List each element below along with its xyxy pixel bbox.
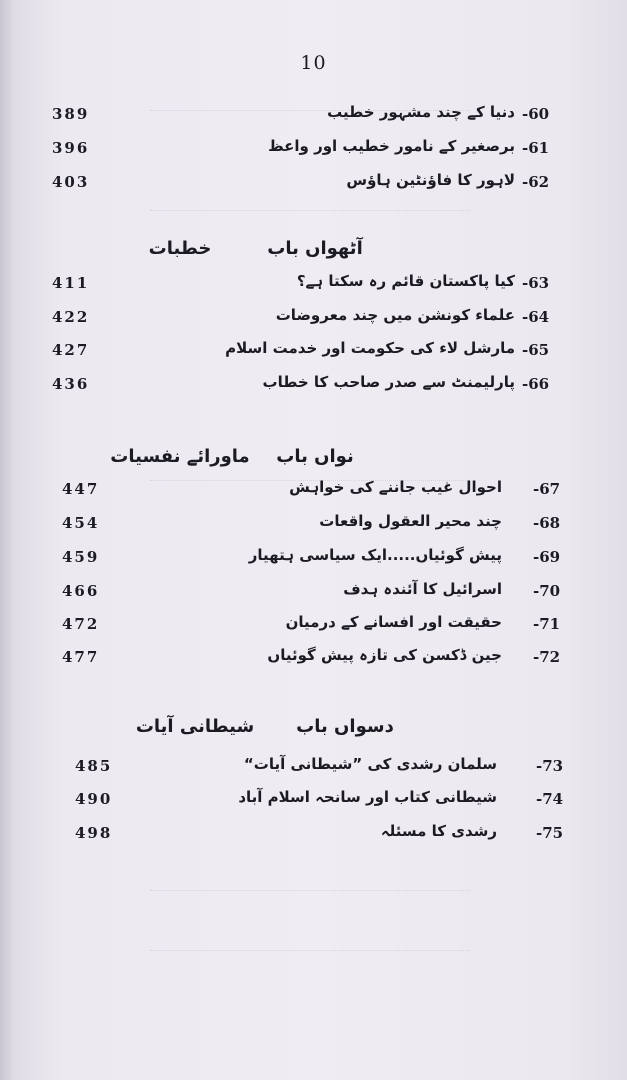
chapter-theme: ماورائے نفسیات (110, 446, 250, 467)
toc-entry (0, 788, 627, 818)
entry-page: 389 (52, 105, 90, 123)
chapter-heading (0, 716, 627, 748)
entry-title: کیا پاکستان قائم رہ سکتا ہے؟ (296, 272, 515, 290)
entry-number: -75 (536, 824, 564, 842)
toc-entry (0, 137, 627, 167)
entry-number: -70 (533, 582, 561, 600)
toc-entry (0, 373, 627, 403)
toc-entry (0, 646, 627, 676)
entry-page: 490 (75, 790, 113, 808)
entry-number: -66 (522, 375, 550, 393)
entry-title: سلمان رشدی کی ”شیطانی آیات“ (243, 755, 497, 773)
entry-page: 396 (52, 139, 90, 157)
toc-entry (0, 272, 627, 302)
bleed-through (150, 200, 470, 211)
entry-page: 447 (62, 480, 100, 498)
entry-number: -69 (533, 548, 561, 566)
entry-title: اسرائیل کا آئندہ ہدف (343, 580, 502, 598)
entry-title: مارشل لاء کی حکومت اور خدمت اسلام (225, 339, 515, 357)
entry-number: -64 (522, 308, 550, 326)
chapter-title: نواں باب (276, 446, 354, 467)
entry-page: 403 (52, 173, 90, 191)
chapter-theme: خطبات (148, 238, 212, 259)
toc-entry (0, 171, 627, 201)
entry-page: 422 (52, 308, 90, 326)
toc-entry (0, 580, 627, 610)
entry-number: -67 (533, 480, 561, 498)
entry-title: لاہور کا فاؤنٹین ہاؤس (346, 171, 515, 189)
entry-page: 485 (75, 757, 113, 775)
toc-entry (0, 512, 627, 542)
entry-title: چند محیر العقول واقعات (319, 512, 502, 530)
entry-number: -73 (536, 757, 564, 775)
entry-page: 427 (52, 341, 90, 359)
entry-page: 436 (52, 375, 90, 393)
entry-title: احوال غیب جاننے کی خواہش (289, 478, 502, 496)
entry-number: -60 (522, 105, 550, 123)
toc-entry (0, 478, 627, 508)
entry-page: 498 (75, 824, 113, 842)
entry-number: -74 (536, 790, 564, 808)
chapter-theme: شیطانی آیات (135, 716, 255, 737)
entry-title: علماء کونشن میں چند معروضات (275, 306, 515, 324)
entry-page: 472 (62, 615, 100, 633)
chapter-heading (0, 238, 627, 270)
entry-page: 459 (62, 548, 100, 566)
entry-number: -63 (522, 274, 550, 292)
bleed-through (150, 880, 470, 891)
toc-entry (0, 546, 627, 576)
toc-entry (0, 339, 627, 369)
bleed-through (150, 940, 470, 951)
toc-entry (0, 306, 627, 336)
entry-title: پارلیمنٹ سے صدر صاحب کا خطاب (262, 373, 515, 391)
toc-entry (0, 613, 627, 643)
entry-title: شیطانی کتاب اور سانحہ اسلام آباد (238, 788, 497, 806)
entry-title: جین ڈکسن کی تازہ پیش گوئیاں (267, 646, 502, 664)
toc-entry (0, 755, 627, 785)
chapter-heading (0, 446, 627, 478)
entry-number: -61 (522, 139, 550, 157)
page-number: 10 (300, 52, 327, 74)
entry-page: 411 (52, 274, 90, 292)
entry-page: 454 (62, 514, 100, 532)
entry-number: -72 (533, 648, 561, 666)
chapter-title: آٹھواں باب (267, 238, 363, 259)
entry-title: پیش گوئیاں.....ایک سیاسی ہتھیار (248, 546, 502, 564)
entry-title: حقیقت اور افسانے کے درمیان (285, 613, 502, 631)
entry-page: 466 (62, 582, 100, 600)
entry-number: -62 (522, 173, 550, 191)
entry-number: -68 (533, 514, 561, 532)
entry-number: -65 (522, 341, 550, 359)
entry-page: 477 (62, 648, 100, 666)
entry-title: دنیا کے چند مشہور خطیب (327, 103, 515, 121)
toc-entry (0, 103, 627, 133)
entry-title: برصغیر کے نامور خطیب اور واعظ (268, 137, 515, 155)
entry-number: -71 (533, 615, 561, 633)
chapter-title: دسواں باب (296, 716, 394, 737)
toc-entry (0, 822, 627, 852)
entry-title: رشدی کا مسئلہ (380, 822, 497, 840)
